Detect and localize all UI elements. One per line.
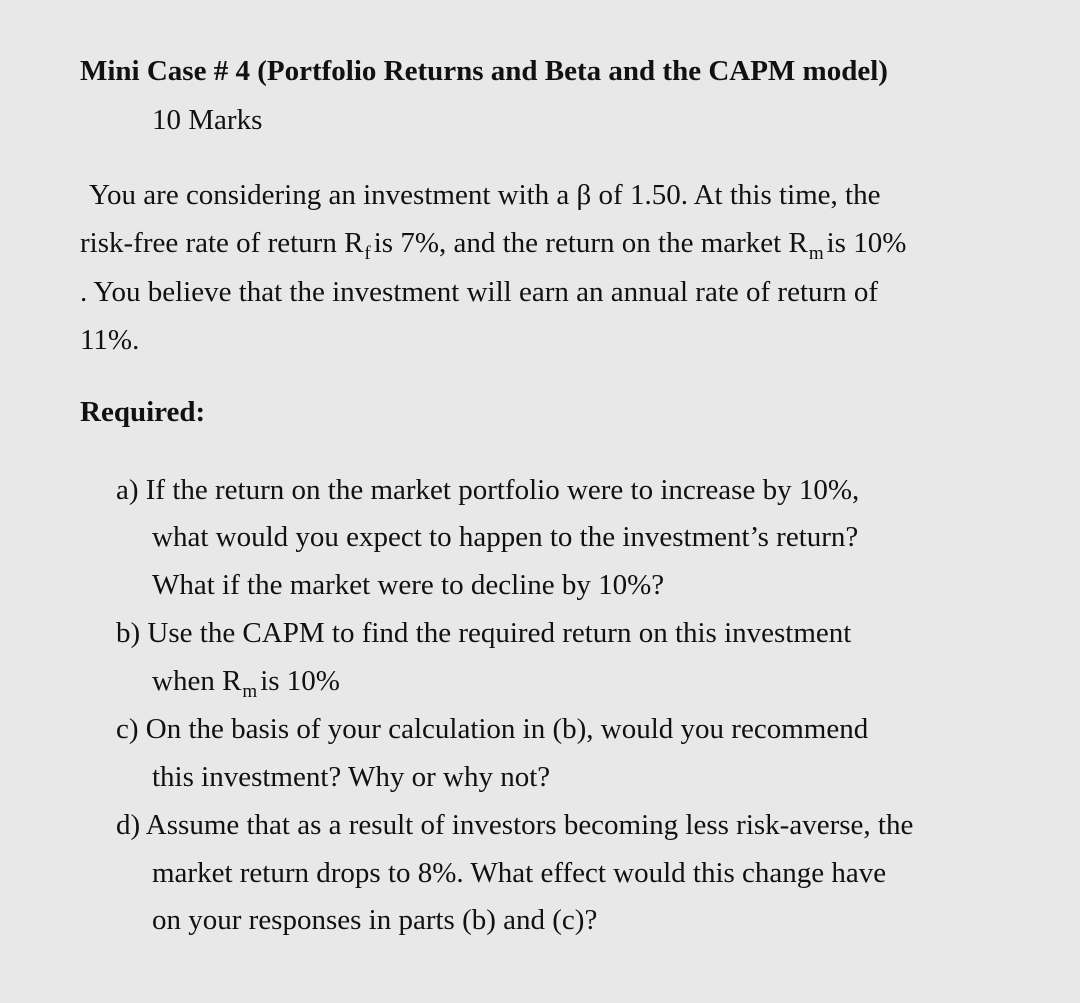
question-c-line-2: this investment? Why or why not? [152, 761, 551, 793]
question-d-line-1: d) Assume that as a result of investors becoming less risk-averse, the [116, 809, 914, 841]
question-c-line-1: c) On the basis of your calculation in (b), would you recommend [116, 713, 869, 745]
question-a-line-1: a) If the return on the market portfolio were to increase by 10%, [116, 474, 860, 506]
required-heading: Required: [80, 396, 206, 428]
question-d-line-3: on your responses in parts (b) and (c)? [152, 904, 598, 936]
question-a-line-2: what would you expect to happen to the investment’s return? [152, 521, 859, 553]
question-b-line-2-part-1: when R [152, 665, 242, 697]
intro-line-3: . You believe that the investment will earn an annual rate of return of [80, 276, 879, 308]
intro-line-2-part-2: is 7%, and the return on the market R [373, 227, 808, 259]
intro-line-4: 11%. [80, 324, 140, 356]
case-title: Mini Case # 4 (Portfolio Returns and Beta and the CAPM model) [80, 55, 888, 87]
marks-label: 10 Marks [152, 104, 263, 136]
intro-line-2-part-3: is 10% [826, 227, 907, 259]
question-b-line-1: b) Use the CAPM to find the required return on this investment [116, 617, 852, 649]
question-b-line-2 [152, 665, 340, 702]
intro-line-1: You are considering an investment with a β of 1.50. At this time, the [89, 179, 881, 211]
question-d-line-2: market return drops to 8%. What effect would this change have [152, 857, 887, 889]
intro-line-2-part-1: risk-free rate of return R [80, 227, 364, 259]
question-a-line-3: What if the market were to decline by 10%? [152, 569, 665, 601]
market-subscript: m [808, 243, 824, 264]
question-b-line-2-part-2: is 10% [260, 665, 340, 697]
question-b-market-subscript: m [242, 681, 258, 702]
risk-free-subscript: f [364, 243, 371, 264]
intro-line-2 [80, 227, 907, 264]
